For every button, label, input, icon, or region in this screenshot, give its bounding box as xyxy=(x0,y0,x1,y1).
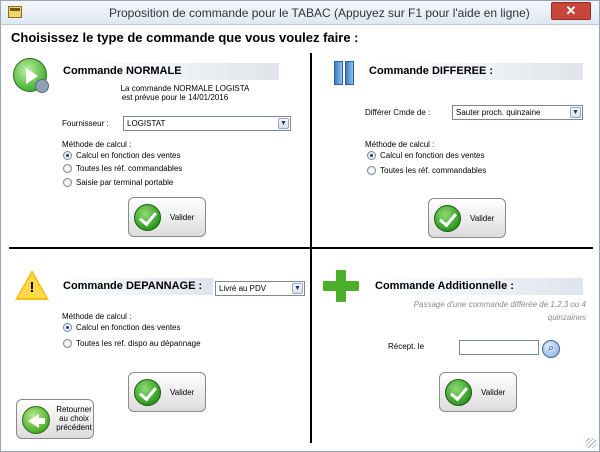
back-label: Retourner au choix précédent xyxy=(56,405,92,432)
differee-radio-commandables[interactable] xyxy=(367,166,486,175)
window-title: Proposition de commande pour le TABAC (Appuyez sur F1 pour l'aide en ligne) xyxy=(109,6,530,20)
normale-methode-label: Méthode de calcul : xyxy=(62,140,132,149)
depannage-methode-label: Méthode de calcul : xyxy=(62,312,132,321)
differee-radio-ventes[interactable] xyxy=(367,151,485,160)
chevron-down-icon[interactable]: ▼ xyxy=(278,118,289,129)
fournisseur-select[interactable] xyxy=(123,116,291,131)
normale-radio-commandables[interactable] xyxy=(63,164,182,173)
title-bar xyxy=(1,1,599,25)
depannage-radio-ventes[interactable] xyxy=(63,323,181,332)
valider-differee-button[interactable] xyxy=(428,198,506,238)
check-icon xyxy=(434,205,461,232)
radio-label: Calcul en fonction des ventes xyxy=(76,323,181,332)
radio-label: Calcul en fonction des ventes xyxy=(380,151,485,160)
differer-select[interactable] xyxy=(452,105,583,120)
valider-additionnelle-button[interactable] xyxy=(439,372,517,412)
differee-methode-label: Méthode de calcul : xyxy=(365,140,435,149)
fournisseur-value: LOGISTAT xyxy=(127,119,166,128)
columns-icon xyxy=(334,61,354,85)
radio-label: Toutes les réf. commandables xyxy=(380,166,487,175)
section-title-depannage: Commande DEPANNAGE : xyxy=(57,278,213,295)
chevron-down-icon[interactable]: ▼ xyxy=(570,107,581,118)
section-title-additionnelle: Commande Additionnelle : xyxy=(369,278,583,295)
radio-label: Toutes les réf. commandables xyxy=(76,164,183,173)
recept-label: Récept. le xyxy=(388,342,425,351)
app-icon xyxy=(8,6,22,18)
check-icon xyxy=(445,379,472,406)
valider-depannage-button[interactable] xyxy=(128,372,206,412)
livraison-value: Livré au PDV xyxy=(219,284,267,293)
page-title: Choisissez le type de commande que vous voulez faire : xyxy=(11,30,359,45)
chevron-down-icon[interactable]: ▼ xyxy=(292,283,303,294)
back-button[interactable] xyxy=(16,399,94,439)
resize-grip[interactable] xyxy=(586,438,596,448)
livraison-select[interactable] xyxy=(215,281,305,296)
radio-button[interactable] xyxy=(63,339,72,348)
differer-value: Sauter proch. quinzaine xyxy=(456,108,541,117)
play-user-icon xyxy=(13,58,47,92)
radio-button[interactable] xyxy=(63,178,72,187)
close-button[interactable]: ✕ xyxy=(551,2,591,20)
radio-button[interactable] xyxy=(367,166,376,175)
normale-radio-ventes[interactable] xyxy=(63,151,181,160)
radio-button[interactable] xyxy=(63,151,72,160)
recept-date-input[interactable] xyxy=(459,340,539,355)
differer-label: Différer Cmde de : xyxy=(365,108,431,117)
radio-button[interactable] xyxy=(63,164,72,173)
check-icon xyxy=(134,379,161,406)
valider-label: Valider xyxy=(170,212,195,222)
horizontal-divider xyxy=(9,247,593,249)
radio-label: Saisie par terminal portable xyxy=(76,178,174,187)
normale-radio-terminal[interactable] xyxy=(63,178,173,187)
arrow-left-icon xyxy=(22,406,50,434)
radio-button[interactable] xyxy=(367,151,376,160)
check-icon xyxy=(134,204,161,231)
additionnelle-description-line1: Passage d'une commande différée de 1,2,3 ou 4 xyxy=(413,300,586,309)
valider-label: Valider xyxy=(470,213,495,223)
search-icon[interactable]: ⌕ xyxy=(542,340,560,358)
normale-info-line2: est prévue pour le 14/01/2016 xyxy=(121,93,229,102)
plus-icon xyxy=(323,270,359,302)
normale-info-line1: La commande NORMALE LOGISTA xyxy=(120,84,250,93)
warning-icon: ! xyxy=(15,270,49,300)
radio-label: Toutes les ref. dispo au dépannage xyxy=(76,339,201,348)
valider-label: Valider xyxy=(170,387,195,397)
fournisseur-label: Fournisseur : xyxy=(62,119,109,128)
radio-label: Calcul en fonction des ventes xyxy=(76,151,181,160)
section-title-normale: Commande NORMALE xyxy=(57,63,279,80)
valider-label: Valider xyxy=(481,387,506,397)
radio-button[interactable] xyxy=(63,323,72,332)
additionnelle-description-line2: quinzaines xyxy=(547,313,586,322)
valider-normale-button[interactable] xyxy=(128,197,206,237)
depannage-radio-depannage[interactable] xyxy=(63,339,201,348)
section-title-differee: Commande DIFFEREE : xyxy=(363,63,583,80)
